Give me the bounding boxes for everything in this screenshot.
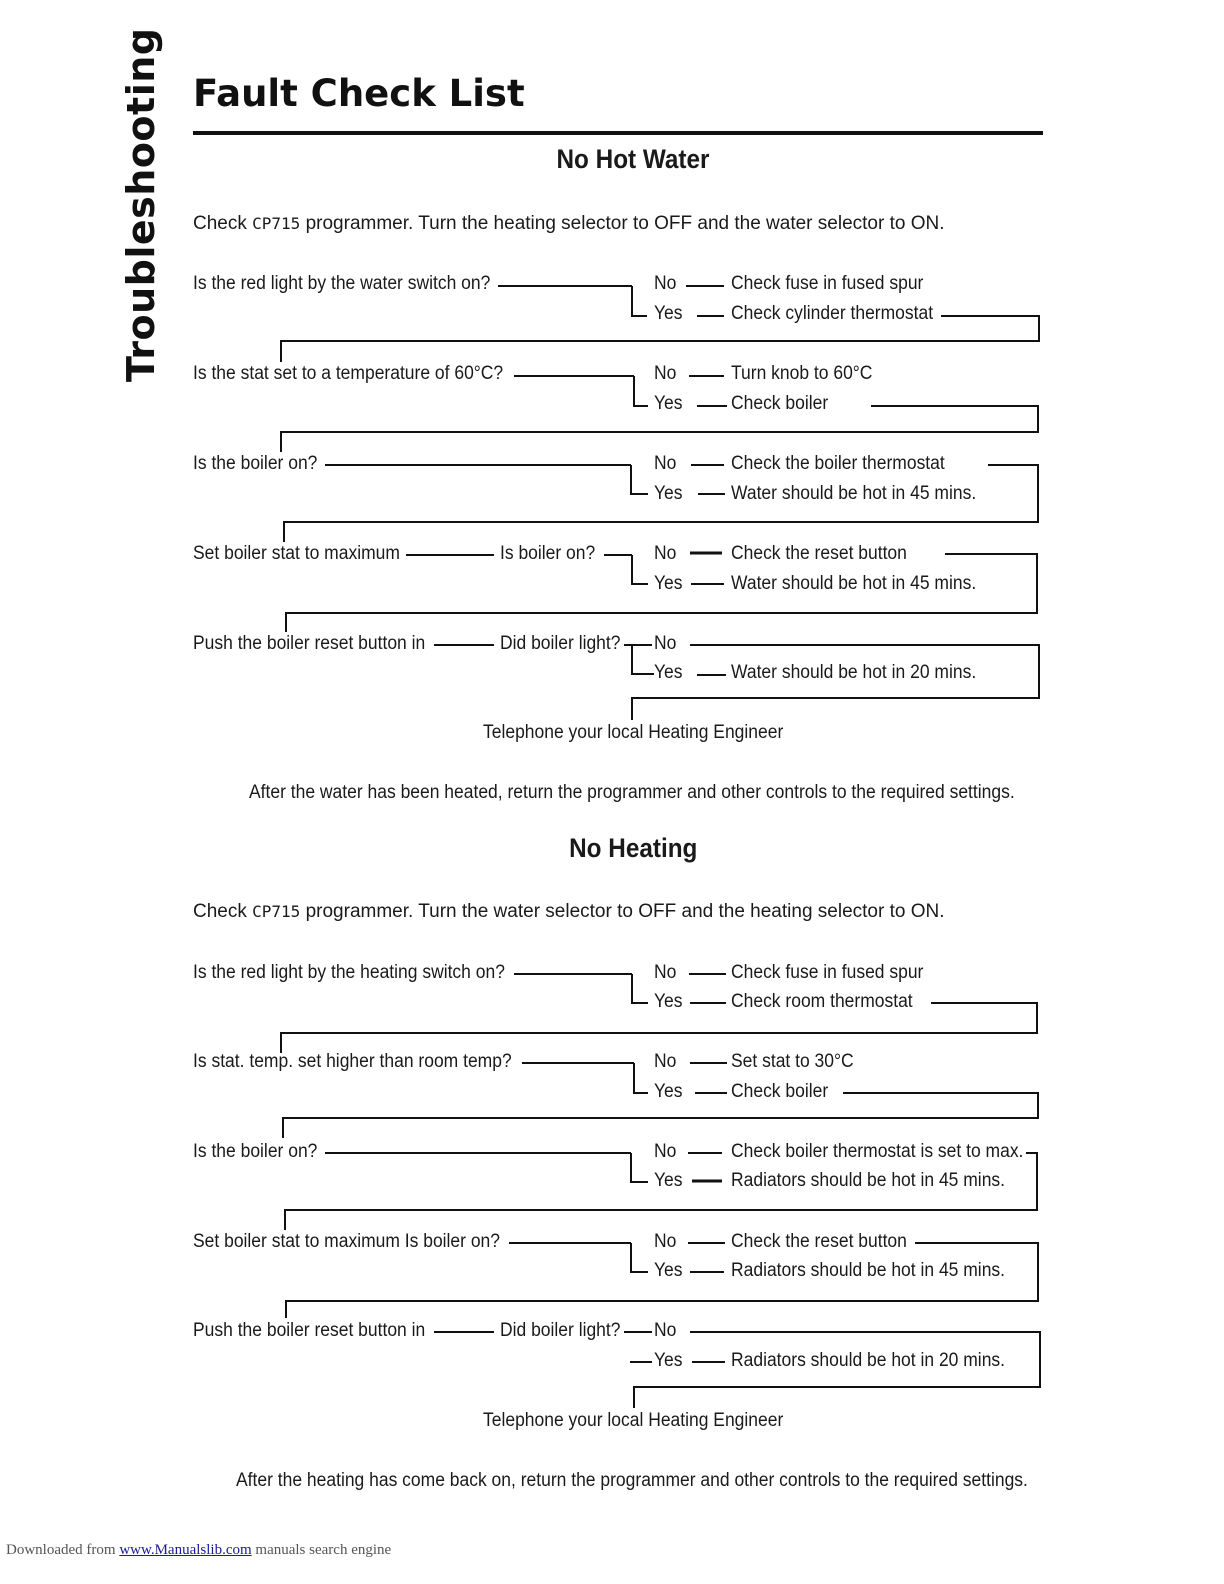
action-yes: Check room thermostat [731, 991, 913, 1012]
answer-yes: Yes [654, 393, 683, 414]
section-title-no-heating: No Heating [568, 833, 698, 863]
action-no: Set stat to 30°C [731, 1051, 854, 1072]
action-no: Check fuse in fused spur [731, 962, 924, 983]
action-yes: Water should be hot in 45 mins. [731, 483, 977, 504]
question-4b: Is boiler on? [500, 543, 596, 564]
answer-yes: Yes [654, 1081, 683, 1102]
page-title: Fault Check List [193, 72, 525, 115]
answer-yes: Yes [654, 1350, 683, 1371]
action-yes: Radiators should be hot in 45 mins. [731, 1260, 1006, 1281]
answer-no: No [654, 1320, 677, 1341]
answer-no: No [654, 273, 677, 294]
answer-yes: Yes [654, 1260, 683, 1281]
action-no: Check fuse in fused spur [731, 273, 924, 294]
answer-no: No [654, 633, 677, 654]
answer-no: No [654, 453, 677, 474]
intro-post: programmer. Turn the heating selector to OFF and the water selector to ON. [305, 213, 945, 234]
action-no: Check the boiler thermostat [731, 453, 945, 474]
section-title-no-hot-water: No Hot Water [556, 144, 710, 174]
final-action: Telephone your local Heating Engineer [483, 1410, 784, 1431]
intro-no-heating [193, 901, 945, 923]
question-3: Is the boiler on? [193, 453, 318, 474]
answer-yes: Yes [654, 991, 683, 1012]
intro-pre: Check [193, 901, 247, 922]
footer-link[interactable]: www.Manualslib.com [119, 1542, 252, 1558]
answer-no: No [654, 363, 677, 384]
answer-yes: Yes [654, 662, 683, 683]
answer-yes: Yes [654, 1170, 683, 1191]
answer-no: No [654, 543, 677, 564]
question-5: Push the boiler reset button in [193, 633, 426, 654]
action-no: Check boiler thermostat is set to max. [731, 1141, 1024, 1162]
action-no: Check the reset button [731, 543, 907, 564]
answer-no: No [654, 1141, 677, 1162]
answer-yes: Yes [654, 303, 683, 324]
download-footer [6, 1542, 391, 1559]
action-no: Check the reset button [731, 1231, 907, 1252]
answer-no: No [654, 1231, 677, 1252]
question-5: Push the boiler reset button in [193, 1320, 426, 1341]
question-3: Is the boiler on? [193, 1141, 318, 1162]
question-4: Set boiler stat to maximum Is boiler on? [193, 1231, 501, 1252]
question-5b: Did boiler light? [500, 633, 621, 654]
model-number: CP715 [252, 902, 301, 921]
action-yes: Water should be hot in 20 mins. [731, 662, 977, 683]
section-note: After the water has been heated, return the programmer and other controls to the required settings. [249, 782, 1015, 803]
answer-yes: Yes [654, 573, 683, 594]
action-yes: Check boiler [731, 393, 829, 414]
intro-pre: Check [193, 213, 247, 234]
action-yes: Radiators should be hot in 20 mins. [731, 1350, 1006, 1371]
action-no: Turn knob to 60°C [731, 363, 873, 384]
answer-yes: Yes [654, 483, 683, 504]
answer-no: No [654, 962, 677, 983]
intro-post: programmer. Turn the water selector to OFF and the heating selector to ON. [305, 901, 945, 922]
sidebar-label: Troubleshooting [119, 27, 163, 382]
action-yes: Check boiler [731, 1081, 829, 1102]
footer-suffix: manuals search engine [255, 1542, 392, 1558]
question-5b: Did boiler light? [500, 1320, 621, 1341]
question-2: Is the stat set to a temperature of 60°C? [193, 363, 504, 384]
action-yes: Radiators should be hot in 45 mins. [731, 1170, 1006, 1191]
section-note: After the heating has come back on, return the programmer and other controls to the required settings. [236, 1470, 1028, 1491]
model-number: CP715 [252, 214, 301, 233]
final-action: Telephone your local Heating Engineer [483, 722, 784, 743]
question-1: Is the red light by the heating switch on? [193, 962, 505, 983]
footer-prefix: Downloaded from [6, 1542, 116, 1558]
question-1: Is the red light by the water switch on? [193, 273, 491, 294]
question-2: Is stat. temp. set higher than room temp? [193, 1051, 512, 1072]
answer-no: No [654, 1051, 677, 1072]
action-yes: Check cylinder thermostat [731, 303, 934, 324]
action-yes: Water should be hot in 45 mins. [731, 573, 977, 594]
question-4: Set boiler stat to maximum [193, 543, 400, 564]
intro-no-hot-water [193, 213, 945, 235]
